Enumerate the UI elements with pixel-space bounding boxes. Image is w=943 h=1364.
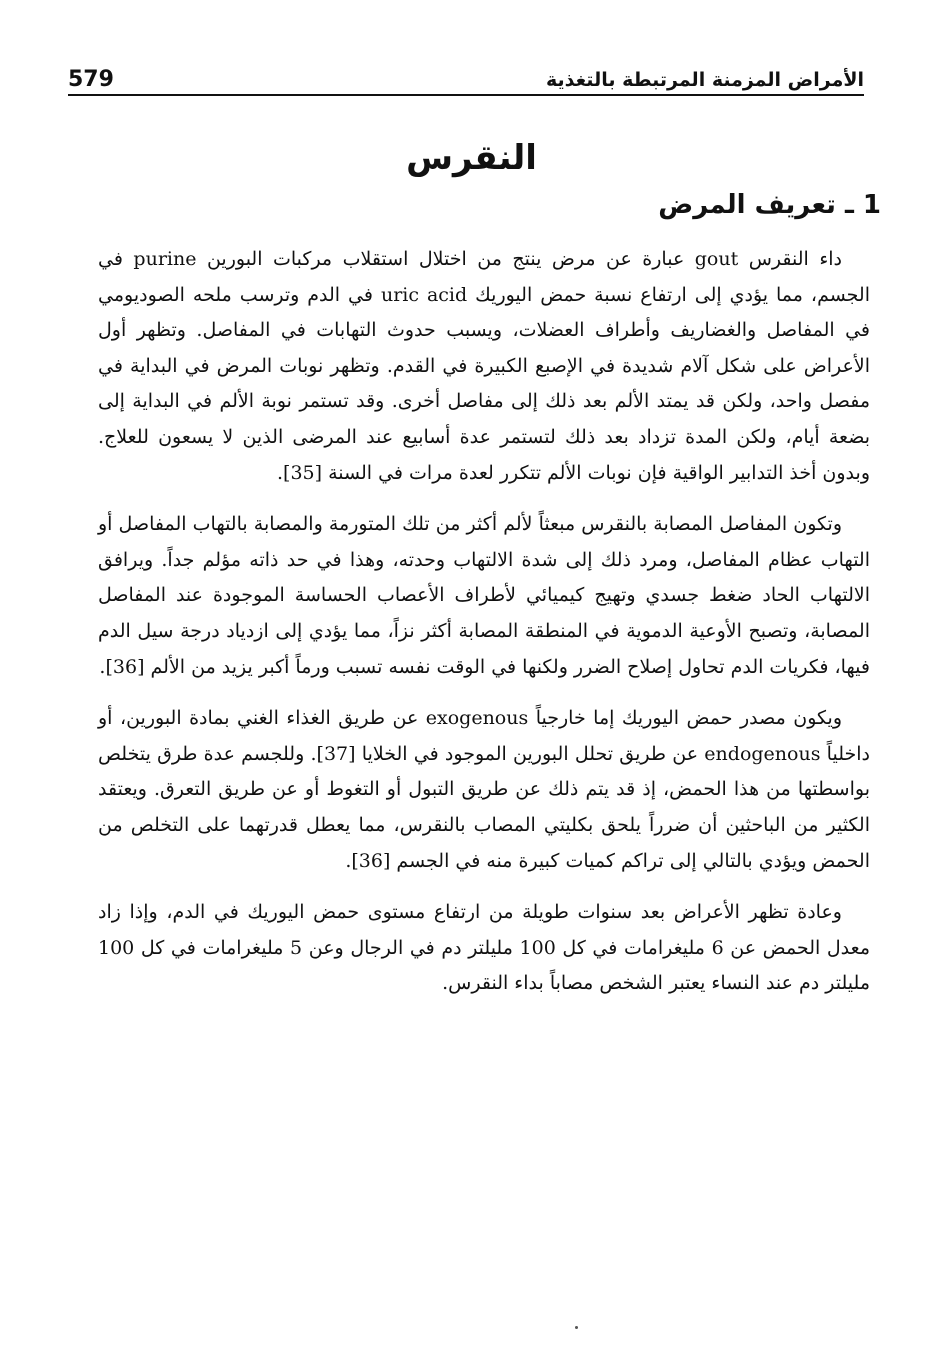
paragraph-1: داء النقرس gout عبارة عن مرض ينتج من اختلال استقلاب مركبات البورين purine في الجسم، مما يؤدي إلى ارتفاع نسبة حمض اليوريك uric acid في الدم وترسب ملحه الصوديومي في المفاصل والغضاريف وأطراف العضلات، ويسبب حدوث التهابات في المفاصل. وتظهر أول الأعراض على شكل آلام شديدة في الإصبع الكبيرة في القدم. وتظهر نوبات المرض في البداية في مفصل واحد، ولكن قد يمتد الألم بعد ذلك إلى مفاصل أخرى. وقد تستمر نوبة الألم في البداية إلى بضعة أيام، ولكن المدة تزداد بعد ذلك لتستمر عدة أسابيع عند المرضى الذين لا يسعون للعلاج. وبدون أخذ التدابير الواقية فإن نوبات الألم تتكرر لعدة مرات في السنة [35]. [98, 248, 870, 484]
running-header [68, 62, 864, 96]
page-number: 579 [68, 67, 114, 92]
scan-speck [575, 1326, 578, 1329]
page-title: النقرس [406, 138, 537, 178]
paragraph-3: ويكون مصدر حمض اليوريك إما خارجياً exogenous عن طريق الغذاء الغني بمادة البورين، أو داخلياً endogenous عن طريق تحلل البورين الموجود في الخلايا [37]. وللجسم عدة طرق يتخلص بواسطتها من هذا الحمض، إذ قد يتم ذلك عن طريق التبول أو التغوط أو عن طريق التعرق. ويعتقد الكثير من الباحثين أن ضرراً يلحق بكليتي المصاب بالنقرس، مما يعطل قدرتهما على التخلص من الحمض ويؤدي بالتالي إلى تراكم كميات كبيرة منه في الجسم [36]. [98, 707, 870, 872]
running-title: الأمراض المزمنة المرتبطة بالتغذية [545, 69, 864, 91]
paragraph-2: وتكون المفاصل المصابة بالنقرس مبعثاً لألم أكثر من تلك المتورمة والمصابة بالتهاب المفاصل أو التهاب عظام المفاصل، ومرد ذلك إلى شدة الالتهاب وحدته، وهذا في حد ذاته مؤلم جداً. ويرافق الالتهاب الحاد ضغط جسدي وتهيج كيميائي لأطراف الأعصاب الحساسة الموجودة عند المفاصل المصابة، وتصبح الأوعية الدموية في المنطقة المصابة أكثر نزاً، مما يؤدي إلى ازدياد درجة سيل الدم فيها، فكريات الدم تحاول إصلاح الضرر ولكنها في الوقت نفسه تسبب ورماً أكبر يزيد من الألم [36]. [98, 513, 870, 678]
section-heading: 1 ـ تعريف المرض [658, 190, 881, 220]
body-text [98, 242, 870, 1018]
paragraph-4: وعادة تظهر الأعراض بعد سنوات طويلة من ارتفاع مستوى حمض اليوريك في الدم، وإذا زاد معدل الحمض عن 6 مليغرامات في كل 100 مليلتر دم في الرجال وعن 5 مليغرامات في كل 100 مليلتر دم عند النساء يعتبر الشخص مصاباً بداء النقرس. [98, 901, 870, 995]
